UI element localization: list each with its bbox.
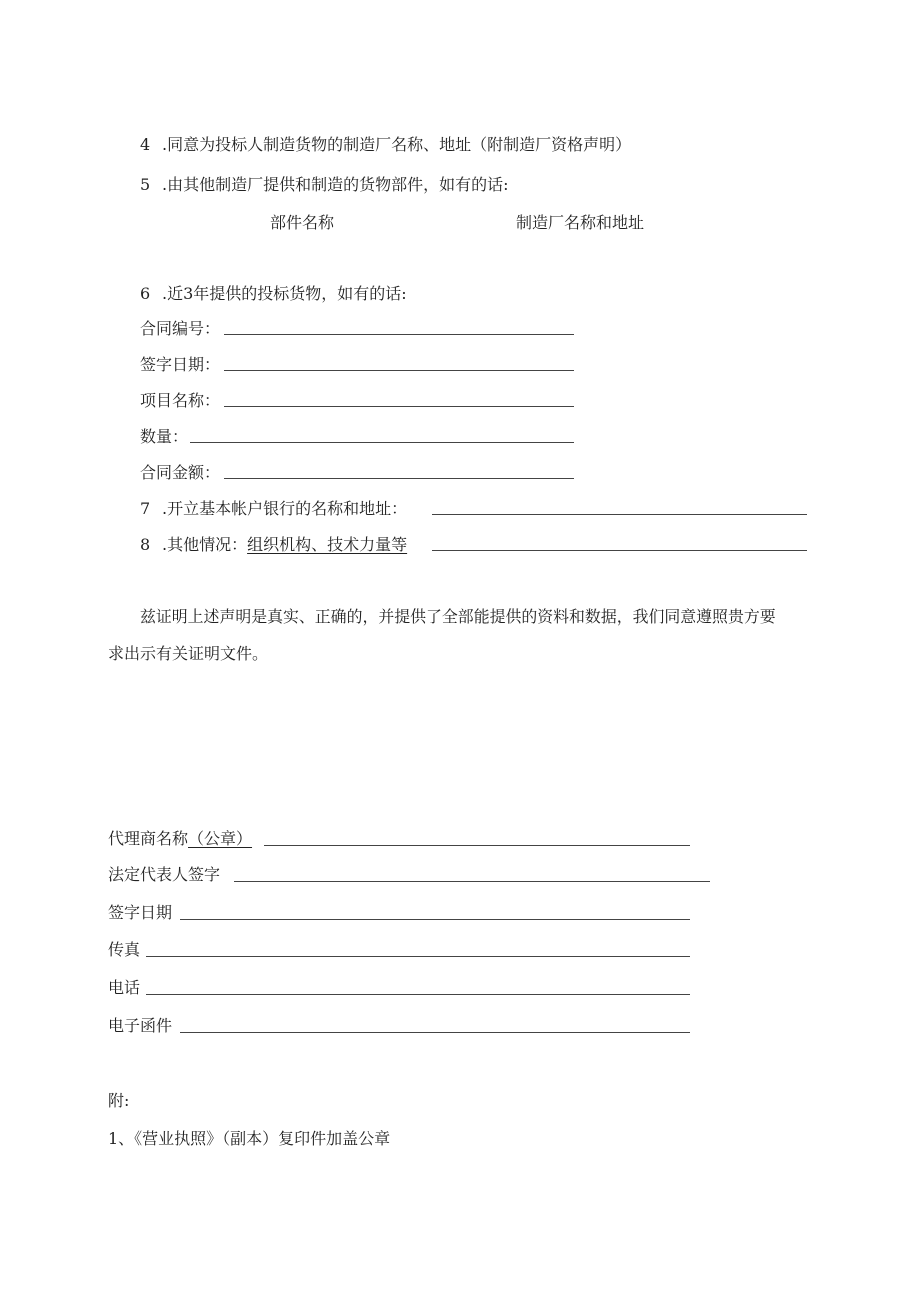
item-5 <box>140 174 508 196</box>
contract-sign-date-field[interactable] <box>224 370 574 371</box>
attachment-item: 1、《营业执照》（副本）复印件加盖公章 <box>108 1129 391 1148</box>
item-6 <box>140 283 407 305</box>
item-5-text: .由其他制造厂提供和制造的货物部件，如有的话: <box>162 175 509 194</box>
declaration-line-2: 求出示有关证明文件。 <box>108 644 269 663</box>
agent-name-field[interactable] <box>264 845 690 846</box>
item-6-text: .近3年提供的投标货物，如有的话: <box>162 284 407 303</box>
quantity-field[interactable] <box>190 442 574 443</box>
legal-rep-signature-field[interactable] <box>234 881 710 882</box>
parts-header-manufacturer: 制造厂名称和地址 <box>516 213 645 232</box>
phone-label: 电话 <box>108 978 141 997</box>
attachments-heading: 附: <box>108 1091 130 1110</box>
email-field[interactable] <box>180 1032 690 1033</box>
agent-name-seal-note: （公章） <box>188 829 253 848</box>
item-6-number: 6 <box>140 284 151 303</box>
contract-number-label: 合同编号： <box>140 319 221 338</box>
agent-name-label-text: 代理商名称 <box>108 829 189 848</box>
item-7-text: .开立基本帐户银行的名称和地址： <box>162 499 408 518</box>
sign-date-field[interactable] <box>180 919 690 920</box>
contract-amount-label: 合同金额： <box>140 463 221 482</box>
phone-field[interactable] <box>146 994 690 995</box>
item-5-number: 5 <box>140 175 151 194</box>
sign-date-label: 签字日期 <box>108 903 173 922</box>
item-8-text: .其他情况： <box>162 535 248 554</box>
legal-rep-label: 法定代表人签字 <box>108 865 221 884</box>
item-4-text: .同意为投标人制造货物的制造厂名称、地址（附制造厂资格声明） <box>162 135 632 154</box>
project-name-field[interactable] <box>224 406 574 407</box>
fax-field[interactable] <box>146 956 690 957</box>
declaration-line-1: 兹证明上述声明是真实、正确的，并提供了全部能提供的资料和数据，我们同意遵照贵方要 <box>140 607 776 626</box>
item-8 <box>140 534 407 556</box>
contract-amount-field[interactable] <box>224 478 574 479</box>
other-info-field[interactable] <box>432 550 807 551</box>
item-4-number: 4 <box>140 135 151 154</box>
contract-sign-date-label: 签字日期： <box>140 355 221 374</box>
project-name-label: 项目名称： <box>140 391 221 410</box>
parts-header-part-name: 部件名称 <box>270 213 335 232</box>
quantity-label: 数量： <box>140 427 189 446</box>
contract-number-field[interactable] <box>224 334 574 335</box>
email-label: 电子函件 <box>108 1016 173 1035</box>
item-7-number: 7 <box>140 499 151 518</box>
item-8-number: 8 <box>140 535 151 554</box>
fax-label: 传真 <box>108 940 141 959</box>
item-4 <box>140 134 631 156</box>
bank-name-address-field[interactable] <box>432 514 807 515</box>
item-7 <box>140 498 407 520</box>
item-8-value: 组织机构、技术力量等 <box>247 535 408 554</box>
agent-name-label <box>108 828 252 850</box>
